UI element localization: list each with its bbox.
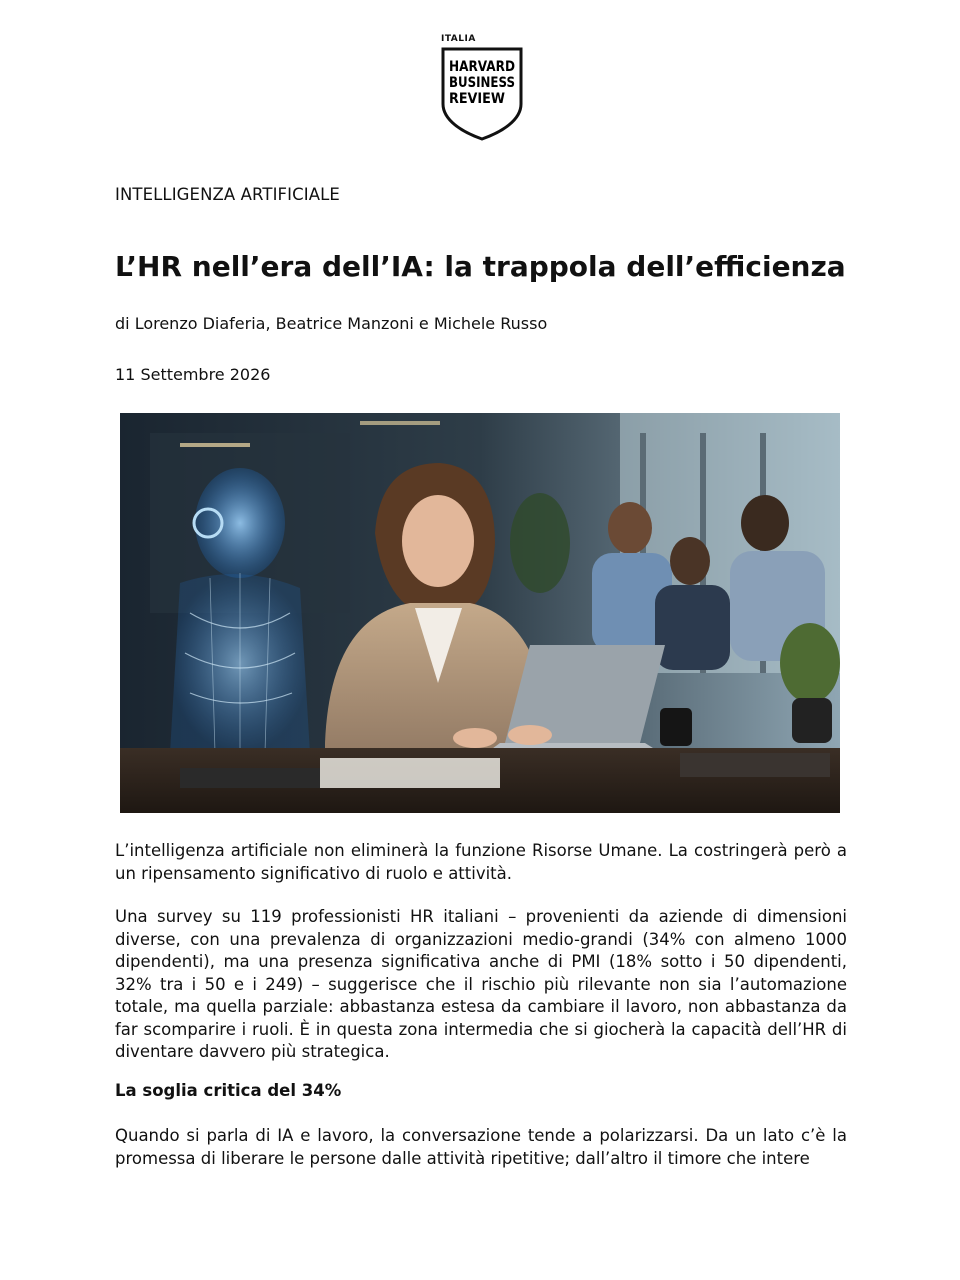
hero-illustration: [120, 413, 840, 813]
paragraph-intro: L’intelligenza artificiale non eliminerà la funzione Risorse Umane. La costringerà però a un ripensamento significativo di ruolo e attività.: [115, 841, 847, 883]
article-authors: di Lorenzo Diaferia, Beatrice Manzoni e Michele Russo: [115, 314, 548, 333]
paragraph-polarization: Quando si parla di IA e lavoro, la conversazione tende a polarizzarsi. Da un lato c’è la promessa di liberare le persone dalle attività ripetitive; dall’altro il timore che intere: [115, 1126, 847, 1168]
logo-line-2: BUSINESS: [449, 75, 515, 91]
logo-line-1: HARVARD: [449, 59, 515, 75]
logo-line-3: REVIEW: [449, 91, 505, 107]
article-title: L’HR nell’era dell’IA: la trappola dell’efficienza: [115, 250, 846, 283]
paragraph-survey: Una survey su 119 professionisti HR italiani – provenienti da aziende di dimensioni diverse, con una prevalenza di organizzazioni medio-grandi (34% con almeno 1000 dipendenti), ma una presenza significativa anche di PMI (18% sotto i 50 dipendenti, 32% tra i 50 e i 249) – suggerisce che il rischio più rilevante non sia l’automazione totale, ma quella parziale: abbastanza estesa da cambiare il lavoro, non abbastanza da far scomparire i ruoli. È in questa zona intermedia che si giocherà la capacità dell’HR di diventare davvero più strategica.: [115, 907, 847, 1061]
article-date: 11 Settembre 2026: [115, 365, 271, 384]
hbr-logo: [440, 34, 524, 142]
logo-country-label: ITALIA: [441, 34, 476, 44]
subheading: La soglia critica del 34%: [115, 1081, 342, 1100]
hero-image: [120, 413, 840, 813]
section-label: INTELLIGENZA ARTIFICIALE: [115, 185, 340, 204]
hbr-shield-icon: [440, 46, 524, 142]
